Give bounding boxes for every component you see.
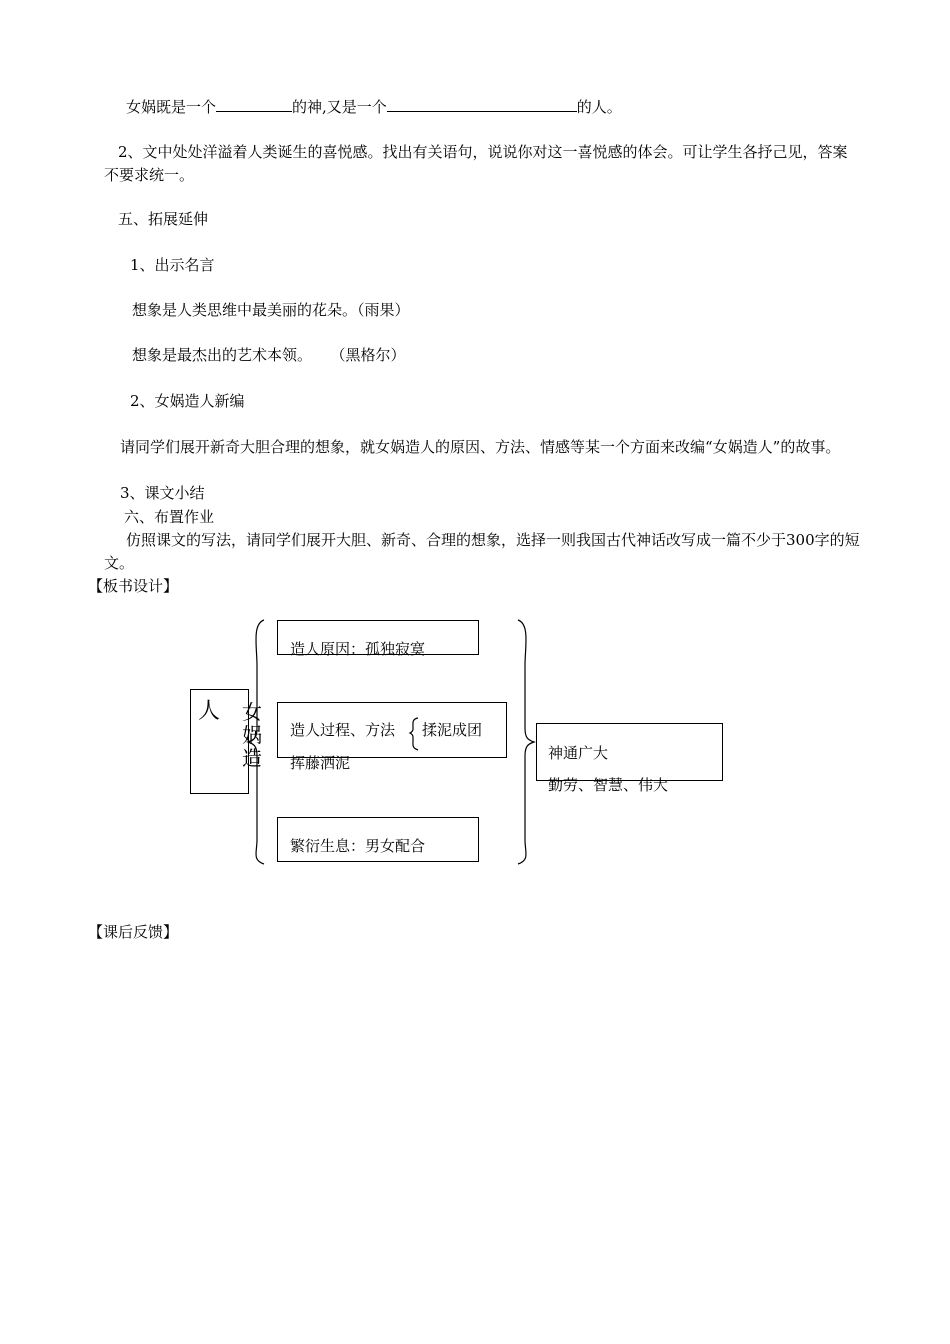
quote-hugo: 想象是人类思维中最美丽的花朵。（雨果） — [132, 301, 410, 319]
vertical-title-char-2: 娲 — [242, 723, 262, 747]
question-text-part1: 女娲既是一个 — [126, 98, 217, 116]
section-6-text: 仿照课文的写法，请同学们展开大胆、新奇、合理的想象，选择一则我国古代神话改写成一篇不少于300字的短文。 — [104, 531, 860, 572]
section-5-item-2-text: 请同学们展开新奇大胆合理的想象，就女娲造人的原因、方法、情感等某一个方面来改编“女娲造人”的故事。 — [120, 438, 841, 456]
left-char: 人 — [198, 699, 221, 724]
section-5-item-3-title: 3、课文小结 — [120, 484, 205, 502]
section-5-item-2-title: 2、女娲造人新编 — [130, 392, 245, 410]
left-brace — [248, 620, 264, 864]
quote-hegel-text: 想象是最杰出的艺术本领。 — [132, 346, 313, 364]
feedback-heading: 【课后反馈】 — [88, 923, 179, 941]
vertical-title-char-3: 造 — [242, 746, 262, 770]
vertical-title-char-1: 女 — [242, 700, 262, 724]
right-brace — [518, 620, 534, 864]
question-text-part2: 的神,又是一个 — [292, 98, 387, 116]
quote-hegel-author: （黑格尔） — [338, 346, 406, 364]
method-2-text: 挥藤洒泥 — [290, 754, 351, 772]
section-5-title: 五、拓展延伸 — [118, 210, 209, 228]
result-1-text: 神通广大 — [548, 744, 609, 762]
question-2: 2、文中处处洋溢着人类诞生的喜悦感。找出有关语句，说说你对这一喜悦感的体会。可让学生各抒己见，答案不要求统一。 — [104, 143, 848, 184]
reason-text: 造人原因：孤独寂寞 — [290, 640, 426, 658]
process-text: 造人过程、方法 — [290, 721, 396, 739]
board-design-heading: 【板书设计】 — [88, 577, 179, 595]
reproduce-text: 繁衍生息：男女配合 — [290, 837, 426, 855]
section-6-title: 六、布置作业 — [124, 508, 215, 526]
method-1-text: 揉泥成团 — [422, 721, 483, 739]
question-text-part3: 的人。 — [576, 98, 622, 116]
result-2-text: 勤劳、智慧、伟大 — [548, 776, 669, 794]
section-5-item-1-title: 1、出示名言 — [130, 256, 215, 274]
